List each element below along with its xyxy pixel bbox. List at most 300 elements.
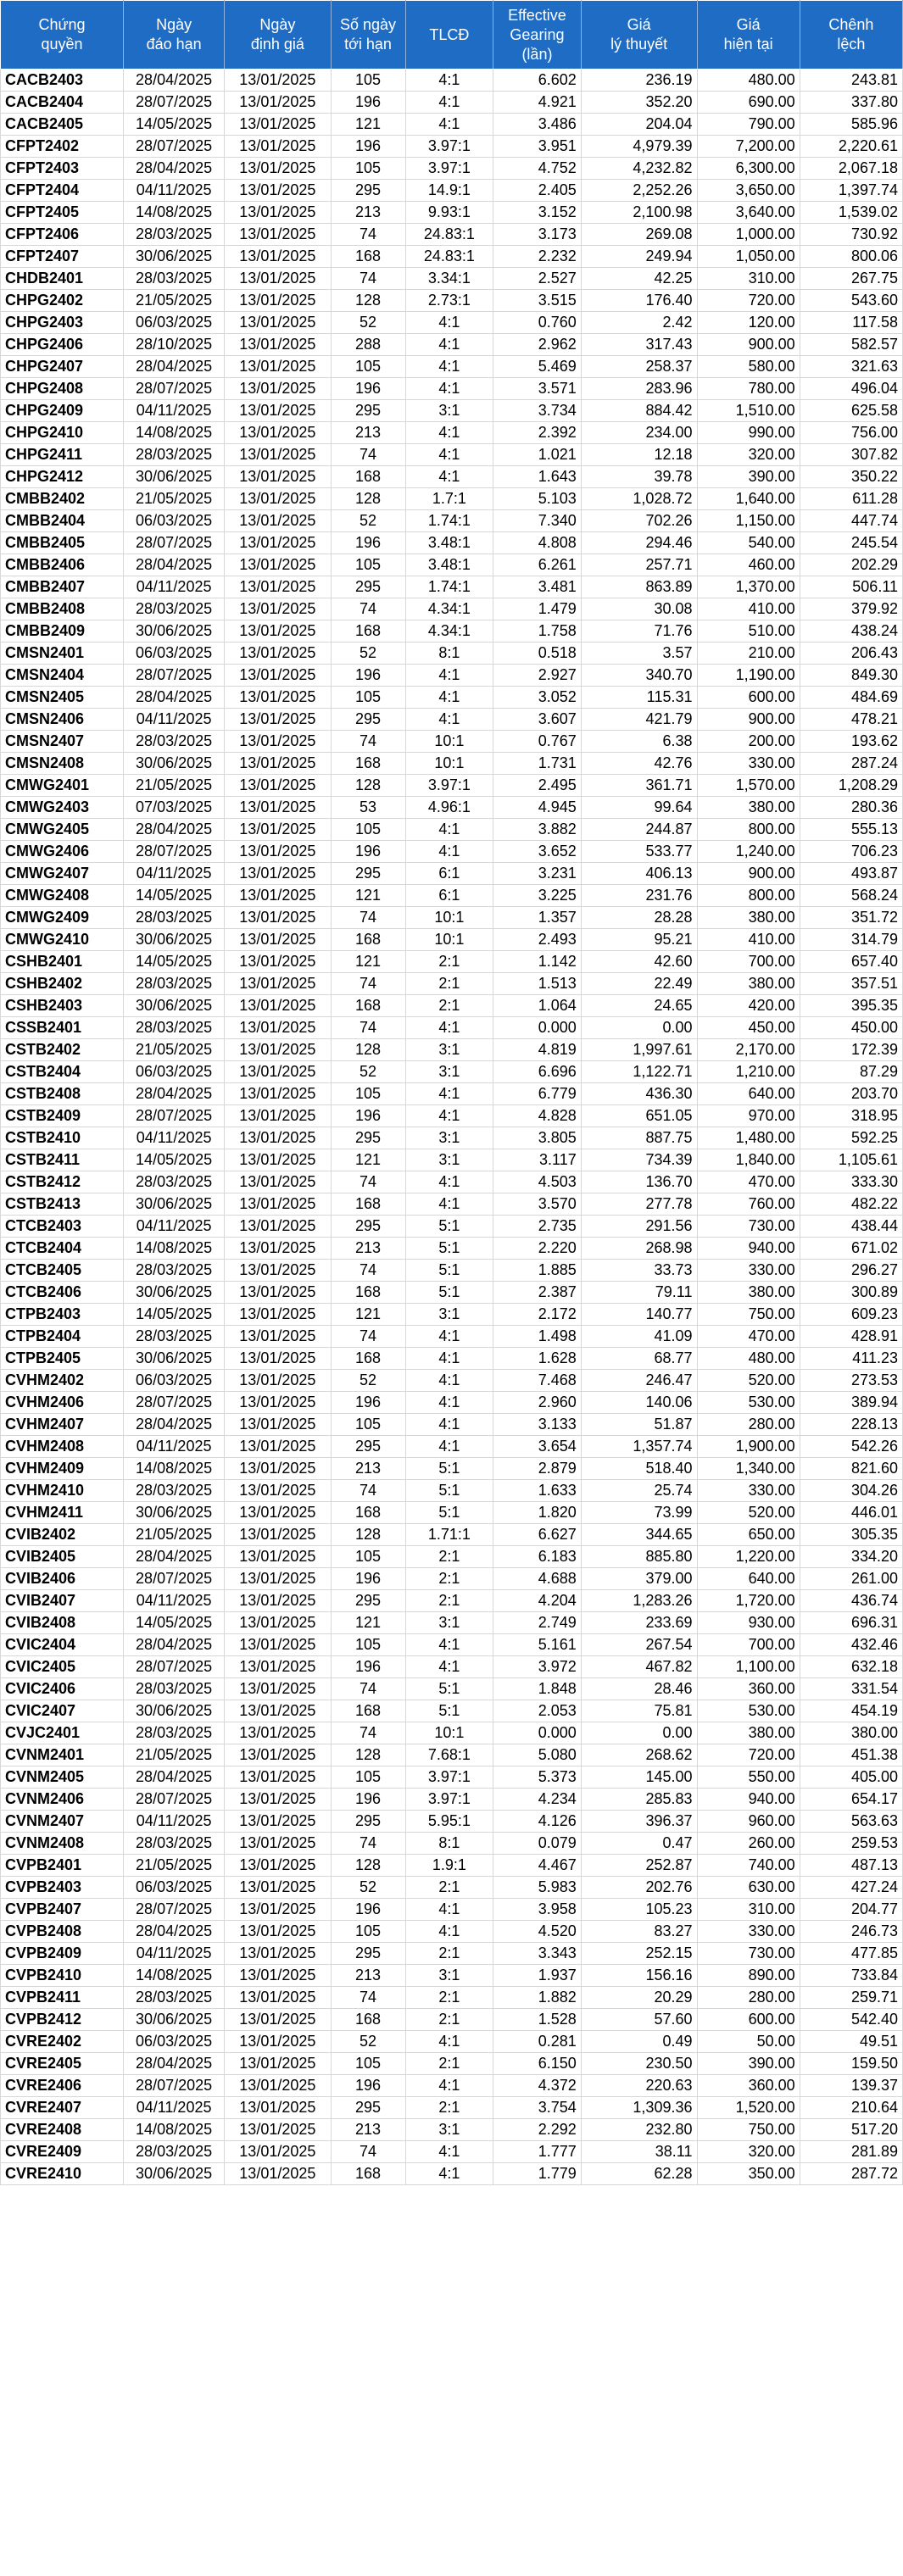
cell-difference: 1,397.74 <box>800 180 902 202</box>
table-row <box>1 973 903 995</box>
cell-theoretical-price: 863.89 <box>581 576 697 598</box>
cell-effective-gearing: 2.735 <box>493 1216 582 1238</box>
cell-valuation-date: 13/01/2025 <box>225 753 331 775</box>
cell-difference: 477.85 <box>800 1943 902 1965</box>
table-body <box>1 70 903 2185</box>
cell-valuation-date: 13/01/2025 <box>225 422 331 444</box>
cell-warrant-code: CHPG2402 <box>1 290 124 312</box>
cell-conversion-ratio: 9.93:1 <box>405 202 493 224</box>
cell-difference: 380.00 <box>800 1722 902 1744</box>
cell-warrant-code: CVNM2406 <box>1 1789 124 1811</box>
cell-theoretical-price: 28.46 <box>581 1678 697 1700</box>
cell-current-price: 630.00 <box>697 1877 800 1899</box>
cell-difference: 206.43 <box>800 643 902 665</box>
cell-warrant-code: CMBB2406 <box>1 554 124 576</box>
cell-effective-gearing: 2.962 <box>493 334 582 356</box>
cell-maturity-date: 28/03/2025 <box>124 598 225 620</box>
cell-warrant-code: CMWG2401 <box>1 775 124 797</box>
cell-difference: 243.81 <box>800 70 902 92</box>
cell-maturity-date: 30/06/2025 <box>124 1193 225 1216</box>
cell-valuation-date: 13/01/2025 <box>225 1722 331 1744</box>
cell-current-price: 550.00 <box>697 1766 800 1789</box>
cell-effective-gearing: 1.628 <box>493 1348 582 1370</box>
cell-difference: 454.19 <box>800 1700 902 1722</box>
cell-conversion-ratio: 5:1 <box>405 1260 493 1282</box>
cell-theoretical-price: 2,100.98 <box>581 202 697 224</box>
cell-current-price: 940.00 <box>697 1789 800 1811</box>
cell-current-price: 530.00 <box>697 1392 800 1414</box>
cell-theoretical-price: 236.19 <box>581 70 697 92</box>
table-row <box>1 2075 903 2097</box>
cell-conversion-ratio: 4.96:1 <box>405 797 493 819</box>
cell-current-price: 750.00 <box>697 2119 800 2141</box>
cell-difference: 427.24 <box>800 1877 902 1899</box>
cell-conversion-ratio: 4:1 <box>405 70 493 92</box>
table-row <box>1 1171 903 1193</box>
cell-warrant-code: CMWG2406 <box>1 841 124 863</box>
table-row <box>1 554 903 576</box>
table-row <box>1 1546 903 1568</box>
cell-theoretical-price: 244.87 <box>581 819 697 841</box>
cell-maturity-date: 28/04/2025 <box>124 1083 225 1105</box>
table-row <box>1 1656 903 1678</box>
cell-warrant-code: CHPG2409 <box>1 400 124 422</box>
cell-warrant-code: CTCB2406 <box>1 1282 124 1304</box>
cell-theoretical-price: 204.04 <box>581 114 697 136</box>
cell-difference: 506.11 <box>800 576 902 598</box>
cell-difference: 542.26 <box>800 1436 902 1458</box>
table-row <box>1 488 903 510</box>
table-row <box>1 1877 903 1899</box>
cell-days-to-maturity: 121 <box>331 1612 405 1634</box>
cell-difference: 281.89 <box>800 2141 902 2163</box>
table-row <box>1 1612 903 1634</box>
cell-maturity-date: 28/04/2025 <box>124 687 225 709</box>
cell-theoretical-price: 140.77 <box>581 1304 697 1326</box>
cell-effective-gearing: 5.373 <box>493 1766 582 1789</box>
cell-maturity-date: 28/07/2025 <box>124 841 225 863</box>
cell-theoretical-price: 344.65 <box>581 1524 697 1546</box>
cell-valuation-date: 13/01/2025 <box>225 1524 331 1546</box>
cell-difference: 357.51 <box>800 973 902 995</box>
cell-maturity-date: 28/03/2025 <box>124 444 225 466</box>
cell-conversion-ratio: 3:1 <box>405 2119 493 2141</box>
cell-theoretical-price: 246.47 <box>581 1370 697 1392</box>
cell-difference: 671.02 <box>800 1238 902 1260</box>
cell-difference: 261.00 <box>800 1568 902 1590</box>
cell-effective-gearing: 5.469 <box>493 356 582 378</box>
cell-theoretical-price: 145.00 <box>581 1766 697 1789</box>
cell-valuation-date: 13/01/2025 <box>225 1656 331 1678</box>
cell-theoretical-price: 232.80 <box>581 2119 697 2141</box>
cell-effective-gearing: 4.234 <box>493 1789 582 1811</box>
cell-conversion-ratio: 5:1 <box>405 1480 493 1502</box>
cell-effective-gearing: 2.495 <box>493 775 582 797</box>
cell-valuation-date: 13/01/2025 <box>225 687 331 709</box>
cell-conversion-ratio: 4:1 <box>405 819 493 841</box>
cell-theoretical-price: 291.56 <box>581 1216 697 1238</box>
cell-maturity-date: 28/07/2025 <box>124 665 225 687</box>
cell-conversion-ratio: 3.97:1 <box>405 136 493 158</box>
cell-maturity-date: 14/08/2025 <box>124 202 225 224</box>
table-row <box>1 1370 903 1392</box>
cell-warrant-code: CVHM2402 <box>1 1370 124 1392</box>
cell-valuation-date: 13/01/2025 <box>225 643 331 665</box>
cell-theoretical-price: 51.87 <box>581 1414 697 1436</box>
cell-maturity-date: 28/07/2025 <box>124 378 225 400</box>
cell-theoretical-price: 406.13 <box>581 863 697 885</box>
cell-theoretical-price: 41.09 <box>581 1326 697 1348</box>
cell-difference: 314.79 <box>800 929 902 951</box>
table-row <box>1 576 903 598</box>
cell-valuation-date: 13/01/2025 <box>225 1105 331 1127</box>
cell-theoretical-price: 140.06 <box>581 1392 697 1414</box>
cell-effective-gearing: 4.945 <box>493 797 582 819</box>
cell-current-price: 1,220.00 <box>697 1546 800 1568</box>
cell-days-to-maturity: 295 <box>331 1127 405 1149</box>
table-row <box>1 114 903 136</box>
cell-effective-gearing: 3.882 <box>493 819 582 841</box>
cell-maturity-date: 14/08/2025 <box>124 1458 225 1480</box>
cell-warrant-code: CSTB2404 <box>1 1061 124 1083</box>
cell-conversion-ratio: 5:1 <box>405 1678 493 1700</box>
cell-difference: 246.73 <box>800 1921 902 1943</box>
cell-days-to-maturity: 213 <box>331 202 405 224</box>
cell-days-to-maturity: 121 <box>331 114 405 136</box>
cell-conversion-ratio: 2:1 <box>405 2053 493 2075</box>
cell-warrant-code: CVHM2406 <box>1 1392 124 1414</box>
cell-valuation-date: 13/01/2025 <box>225 70 331 92</box>
cell-warrant-code: CFPT2402 <box>1 136 124 158</box>
cell-effective-gearing: 0.281 <box>493 2031 582 2053</box>
cell-days-to-maturity: 196 <box>331 1899 405 1921</box>
cell-difference: 350.22 <box>800 466 902 488</box>
cell-effective-gearing: 4.688 <box>493 1568 582 1590</box>
cell-valuation-date: 13/01/2025 <box>225 995 331 1017</box>
cell-warrant-code: CHPG2412 <box>1 466 124 488</box>
cell-current-price: 6,300.00 <box>697 158 800 180</box>
cell-valuation-date: 13/01/2025 <box>225 1634 331 1656</box>
cell-theoretical-price: 95.21 <box>581 929 697 951</box>
cell-theoretical-price: 42.25 <box>581 268 697 290</box>
cell-current-price: 510.00 <box>697 620 800 643</box>
cell-difference: 496.04 <box>800 378 902 400</box>
cell-conversion-ratio: 3.97:1 <box>405 158 493 180</box>
cell-conversion-ratio: 2:1 <box>405 1568 493 1590</box>
cell-conversion-ratio: 2:1 <box>405 1987 493 2009</box>
cell-theoretical-price: 268.62 <box>581 1744 697 1766</box>
cell-effective-gearing: 0.000 <box>493 1722 582 1744</box>
cell-days-to-maturity: 74 <box>331 973 405 995</box>
cell-conversion-ratio: 4:1 <box>405 312 493 334</box>
cell-days-to-maturity: 105 <box>331 356 405 378</box>
cell-valuation-date: 13/01/2025 <box>225 246 331 268</box>
cell-conversion-ratio: 1.71:1 <box>405 1524 493 1546</box>
table-row <box>1 1965 903 1987</box>
table-row <box>1 1811 903 1833</box>
cell-current-price: 800.00 <box>697 819 800 841</box>
cell-days-to-maturity: 105 <box>331 554 405 576</box>
cell-warrant-code: CSTB2412 <box>1 1171 124 1193</box>
cell-difference: 204.77 <box>800 1899 902 1921</box>
cell-days-to-maturity: 196 <box>331 1392 405 1414</box>
cell-days-to-maturity: 52 <box>331 2031 405 2053</box>
cell-warrant-code: CVPB2409 <box>1 1943 124 1965</box>
cell-conversion-ratio: 4:1 <box>405 2031 493 2053</box>
cell-theoretical-price: 57.60 <box>581 2009 697 2031</box>
cell-current-price: 120.00 <box>697 312 800 334</box>
cell-current-price: 280.00 <box>697 1987 800 2009</box>
cell-difference: 478.21 <box>800 709 902 731</box>
cell-warrant-code: CACB2405 <box>1 114 124 136</box>
cell-theoretical-price: 285.83 <box>581 1789 697 1811</box>
cell-conversion-ratio: 3:1 <box>405 1127 493 1149</box>
cell-maturity-date: 28/03/2025 <box>124 1678 225 1700</box>
cell-difference: 592.25 <box>800 1127 902 1149</box>
cell-theoretical-price: 0.00 <box>581 1722 697 1744</box>
cell-maturity-date: 21/05/2025 <box>124 1039 225 1061</box>
cell-conversion-ratio: 1.74:1 <box>405 576 493 598</box>
cell-difference: 203.70 <box>800 1083 902 1105</box>
cell-maturity-date: 14/05/2025 <box>124 1304 225 1326</box>
cell-current-price: 310.00 <box>697 1899 800 1921</box>
cell-valuation-date: 13/01/2025 <box>225 598 331 620</box>
cell-days-to-maturity: 295 <box>331 400 405 422</box>
cell-conversion-ratio: 24.83:1 <box>405 224 493 246</box>
table-row <box>1 1943 903 1965</box>
cell-difference: 296.27 <box>800 1260 902 1282</box>
cell-maturity-date: 04/11/2025 <box>124 1590 225 1612</box>
cell-valuation-date: 13/01/2025 <box>225 1678 331 1700</box>
cell-difference: 451.38 <box>800 1744 902 1766</box>
cell-current-price: 940.00 <box>697 1238 800 1260</box>
cell-valuation-date: 13/01/2025 <box>225 224 331 246</box>
cell-theoretical-price: 734.39 <box>581 1149 697 1171</box>
cell-conversion-ratio: 1.7:1 <box>405 488 493 510</box>
cell-current-price: 1,840.00 <box>697 1149 800 1171</box>
cell-difference: 821.60 <box>800 1458 902 1480</box>
cell-current-price: 690.00 <box>697 92 800 114</box>
table-row <box>1 1833 903 1855</box>
cell-conversion-ratio: 1.9:1 <box>405 1855 493 1877</box>
cell-effective-gearing: 3.972 <box>493 1656 582 1678</box>
cell-conversion-ratio: 10:1 <box>405 1722 493 1744</box>
cell-effective-gearing: 3.734 <box>493 400 582 422</box>
cell-conversion-ratio: 4:1 <box>405 1634 493 1656</box>
cell-theoretical-price: 68.77 <box>581 1348 697 1370</box>
cell-current-price: 520.00 <box>697 1370 800 1392</box>
cell-valuation-date: 13/01/2025 <box>225 1480 331 1502</box>
cell-maturity-date: 04/11/2025 <box>124 863 225 885</box>
cell-theoretical-price: 268.98 <box>581 1238 697 1260</box>
cell-difference: 733.84 <box>800 1965 902 1987</box>
cell-current-price: 650.00 <box>697 1524 800 1546</box>
cell-days-to-maturity: 74 <box>331 731 405 753</box>
cell-current-price: 1,150.00 <box>697 510 800 532</box>
table-row <box>1 378 903 400</box>
cell-difference: 438.24 <box>800 620 902 643</box>
cell-effective-gearing: 1.498 <box>493 1326 582 1348</box>
cell-effective-gearing: 2.053 <box>493 1700 582 1722</box>
cell-current-price: 600.00 <box>697 2009 800 2031</box>
cell-difference: 438.44 <box>800 1216 902 1238</box>
cell-difference: 730.92 <box>800 224 902 246</box>
cell-current-price: 890.00 <box>697 1965 800 1987</box>
cell-days-to-maturity: 128 <box>331 1855 405 1877</box>
table-row <box>1 1017 903 1039</box>
cell-effective-gearing: 4.372 <box>493 2075 582 2097</box>
cell-days-to-maturity: 168 <box>331 1502 405 1524</box>
cell-warrant-code: CMBB2402 <box>1 488 124 510</box>
cell-difference: 193.62 <box>800 731 902 753</box>
cell-effective-gearing: 1.777 <box>493 2141 582 2163</box>
cell-valuation-date: 13/01/2025 <box>225 1965 331 1987</box>
col-header-theoretical-price: Giá lý thuyết <box>581 1 697 70</box>
cell-warrant-code: CHPG2411 <box>1 444 124 466</box>
cell-theoretical-price: 231.76 <box>581 885 697 907</box>
cell-theoretical-price: 99.64 <box>581 797 697 819</box>
cell-effective-gearing: 2.220 <box>493 1238 582 1260</box>
table-row <box>1 444 903 466</box>
cell-effective-gearing: 5.161 <box>493 1634 582 1656</box>
cell-effective-gearing: 5.983 <box>493 1877 582 1899</box>
cell-difference: 447.74 <box>800 510 902 532</box>
cell-valuation-date: 13/01/2025 <box>225 2097 331 2119</box>
cell-conversion-ratio: 8:1 <box>405 1833 493 1855</box>
cell-conversion-ratio: 2:1 <box>405 2097 493 2119</box>
cell-valuation-date: 13/01/2025 <box>225 400 331 422</box>
cell-effective-gearing: 3.951 <box>493 136 582 158</box>
cell-theoretical-price: 105.23 <box>581 1899 697 1921</box>
cell-warrant-code: CMBB2404 <box>1 510 124 532</box>
cell-conversion-ratio: 3.97:1 <box>405 1789 493 1811</box>
cell-valuation-date: 13/01/2025 <box>225 620 331 643</box>
cell-valuation-date: 13/01/2025 <box>225 665 331 687</box>
cell-valuation-date: 13/01/2025 <box>225 1855 331 1877</box>
cell-valuation-date: 13/01/2025 <box>225 1193 331 1216</box>
table-row <box>1 1634 903 1656</box>
cell-warrant-code: CVRE2408 <box>1 2119 124 2141</box>
cell-valuation-date: 13/01/2025 <box>225 1833 331 1855</box>
table-row <box>1 1193 903 1216</box>
cell-valuation-date: 13/01/2025 <box>225 466 331 488</box>
cell-theoretical-price: 1,122.71 <box>581 1061 697 1083</box>
cell-difference: 611.28 <box>800 488 902 510</box>
cell-theoretical-price: 1,309.36 <box>581 2097 697 2119</box>
cell-conversion-ratio: 5:1 <box>405 1700 493 1722</box>
cell-effective-gearing: 1.885 <box>493 1260 582 1282</box>
cell-difference: 1,539.02 <box>800 202 902 224</box>
cell-valuation-date: 13/01/2025 <box>225 1458 331 1480</box>
cell-conversion-ratio: 4:1 <box>405 334 493 356</box>
cell-maturity-date: 28/04/2025 <box>124 1766 225 1789</box>
cell-conversion-ratio: 2:1 <box>405 1590 493 1612</box>
cell-valuation-date: 13/01/2025 <box>225 863 331 885</box>
cell-effective-gearing: 1.528 <box>493 2009 582 2031</box>
cell-maturity-date: 30/06/2025 <box>124 995 225 1017</box>
table-row <box>1 1216 903 1238</box>
cell-effective-gearing: 6.183 <box>493 1546 582 1568</box>
table-row <box>1 709 903 731</box>
table-row <box>1 995 903 1017</box>
cell-difference: 849.30 <box>800 665 902 687</box>
cell-conversion-ratio: 5:1 <box>405 1238 493 1260</box>
cell-days-to-maturity: 295 <box>331 2097 405 2119</box>
cell-days-to-maturity: 295 <box>331 1436 405 1458</box>
table-row <box>1 2163 903 2185</box>
cell-theoretical-price: 233.69 <box>581 1612 697 1634</box>
cell-current-price: 1,190.00 <box>697 665 800 687</box>
cell-theoretical-price: 421.79 <box>581 709 697 731</box>
cell-maturity-date: 14/05/2025 <box>124 114 225 136</box>
cell-current-price: 410.00 <box>697 598 800 620</box>
cell-difference: 432.46 <box>800 1634 902 1656</box>
cell-theoretical-price: 4,232.82 <box>581 158 697 180</box>
cell-maturity-date: 30/06/2025 <box>124 1282 225 1304</box>
cell-maturity-date: 04/11/2025 <box>124 576 225 598</box>
cell-conversion-ratio: 4:1 <box>405 92 493 114</box>
cell-warrant-code: CTPB2403 <box>1 1304 124 1326</box>
table-row <box>1 136 903 158</box>
cell-warrant-code: CMWG2407 <box>1 863 124 885</box>
cell-effective-gearing: 1.758 <box>493 620 582 643</box>
cell-valuation-date: 13/01/2025 <box>225 2053 331 2075</box>
table-row <box>1 863 903 885</box>
cell-days-to-maturity: 213 <box>331 1238 405 1260</box>
cell-current-price: 350.00 <box>697 2163 800 2185</box>
cell-valuation-date: 13/01/2025 <box>225 2031 331 2053</box>
cell-valuation-date: 13/01/2025 <box>225 114 331 136</box>
cell-warrant-code: CVJC2401 <box>1 1722 124 1744</box>
table-row <box>1 1326 903 1348</box>
table-row <box>1 202 903 224</box>
cell-maturity-date: 14/08/2025 <box>124 2119 225 2141</box>
cell-warrant-code: CVPB2411 <box>1 1987 124 2009</box>
cell-current-price: 730.00 <box>697 1216 800 1238</box>
cell-maturity-date: 28/04/2025 <box>124 1414 225 1436</box>
cell-theoretical-price: 884.42 <box>581 400 697 422</box>
cell-warrant-code: CMWG2408 <box>1 885 124 907</box>
cell-current-price: 480.00 <box>697 70 800 92</box>
cell-maturity-date: 30/06/2025 <box>124 466 225 488</box>
cell-maturity-date: 14/05/2025 <box>124 1612 225 1634</box>
cell-difference: 696.31 <box>800 1612 902 1634</box>
cell-days-to-maturity: 121 <box>331 885 405 907</box>
cell-valuation-date: 13/01/2025 <box>225 202 331 224</box>
cell-valuation-date: 13/01/2025 <box>225 488 331 510</box>
cell-valuation-date: 13/01/2025 <box>225 1943 331 1965</box>
table-row <box>1 665 903 687</box>
cell-current-price: 760.00 <box>697 1193 800 1216</box>
cell-current-price: 360.00 <box>697 2075 800 2097</box>
cell-difference: 307.82 <box>800 444 902 466</box>
cell-conversion-ratio: 4:1 <box>405 356 493 378</box>
cell-warrant-code: CMWG2405 <box>1 819 124 841</box>
cell-current-price: 380.00 <box>697 797 800 819</box>
cell-effective-gearing: 6.779 <box>493 1083 582 1105</box>
cell-theoretical-price: 518.40 <box>581 1458 697 1480</box>
cell-days-to-maturity: 74 <box>331 1678 405 1700</box>
cell-warrant-code: CFPT2404 <box>1 180 124 202</box>
cell-maturity-date: 06/03/2025 <box>124 510 225 532</box>
cell-effective-gearing: 2.387 <box>493 1282 582 1304</box>
cell-conversion-ratio: 4:1 <box>405 1921 493 1943</box>
cell-difference: 87.29 <box>800 1061 902 1083</box>
cell-maturity-date: 28/03/2025 <box>124 1171 225 1193</box>
cell-valuation-date: 13/01/2025 <box>225 312 331 334</box>
cell-days-to-maturity: 196 <box>331 2075 405 2097</box>
cell-valuation-date: 13/01/2025 <box>225 2009 331 2031</box>
